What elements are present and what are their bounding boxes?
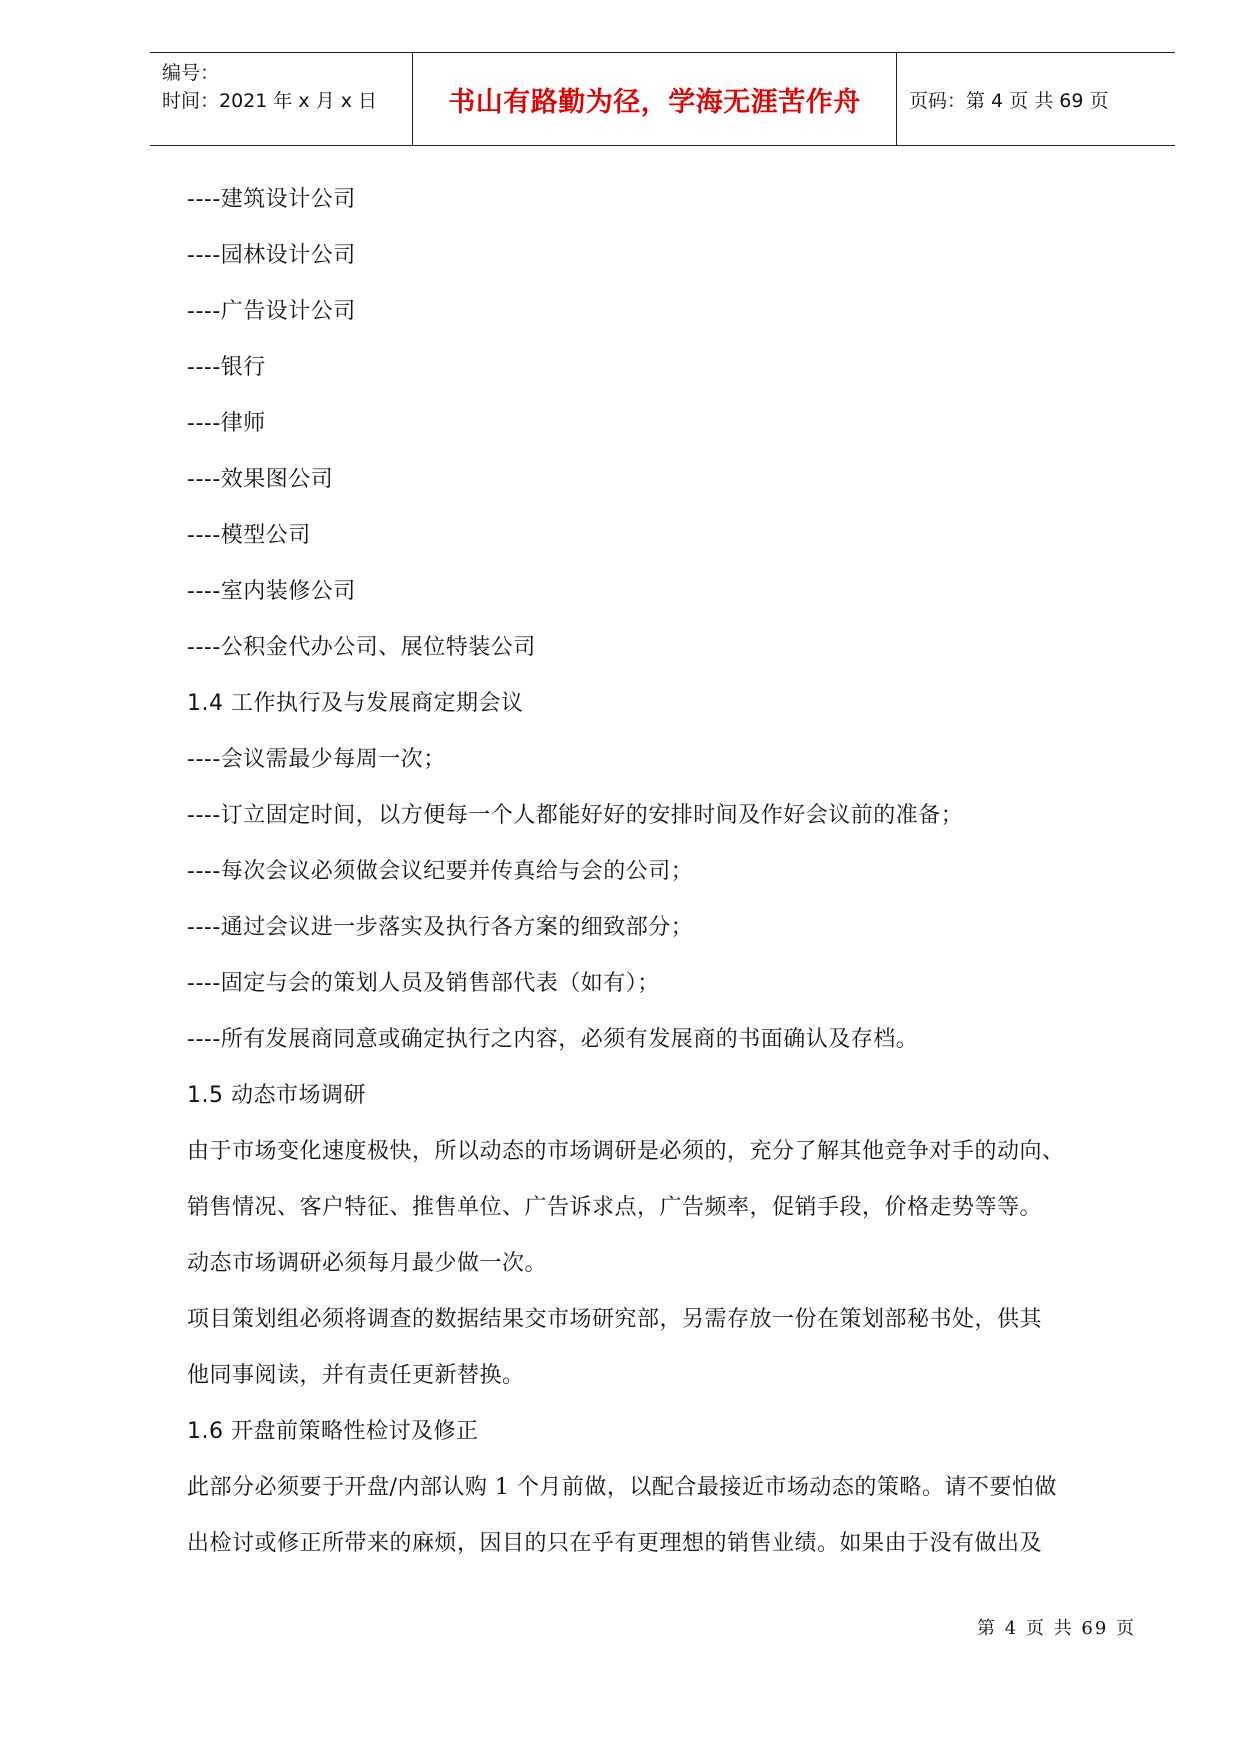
list-item: ----律师 — [187, 411, 266, 436]
list-item: ----室内装修公司 — [187, 579, 356, 604]
document-body — [187, 172, 1177, 1572]
paragraph-line: 项目策划组必须将调查的数据结果交市场研究部，另需存放一份在策划部秘书处，供其 — [187, 1307, 1043, 1332]
page-header — [150, 52, 1175, 146]
list-item: ----通过会议进一步落实及执行各方案的细致部分； — [187, 915, 694, 940]
header-meta — [150, 53, 413, 145]
list-item: ----所有发展商同意或确定执行之内容，必须有发展商的书面确认及存档。 — [187, 1027, 919, 1052]
header-page-info: 页码：第 4 页 共 69 页 — [909, 89, 1109, 112]
list-item: ----广告设计公司 — [187, 299, 356, 324]
list-item: ----建筑设计公司 — [187, 187, 356, 212]
list-item: ----效果图公司 — [187, 467, 334, 492]
paragraph-line: 销售情况、客户特征、推售单位、广告诉求点，广告频率，促销手段，价格走势等等。 — [187, 1195, 1043, 1220]
list-item: ----订立固定时间，以方便每一个人都能好好的安排时间及作好会议前的准备； — [187, 803, 964, 828]
list-item: ----模型公司 — [187, 523, 311, 548]
document-number-label: 编号： — [162, 62, 220, 84]
page-footer: 第 4 页 共 69 页 — [977, 1618, 1136, 1639]
list-item: ----银行 — [187, 355, 266, 380]
paragraph-line: 他同事阅读，并有责任更新替换。 — [187, 1363, 525, 1388]
list-item: ----会议需最少每周一次； — [187, 747, 446, 772]
list-item: ----公积金代办公司、展位特装公司 — [187, 635, 536, 660]
paragraph-line: 由于市场变化速度极快，所以动态的市场调研是必须的，充分了解其他竞争对手的动向、 — [187, 1139, 1065, 1164]
section-heading-1-6: 1.6 开盘前策略性检讨及修正 — [187, 1419, 479, 1444]
paragraph-line: 动态市场调研必须每月最少做一次。 — [187, 1251, 548, 1276]
document-time: 时间：2021 年 x 月 x 日 — [162, 90, 378, 112]
paragraph-line: 出检讨或修正所带来的麻烦，因目的只在乎有更理想的销售业绩。如果由于没有做出及 — [187, 1531, 1043, 1556]
section-heading-1-4: 1.4 工作执行及与发展商定期会议 — [187, 691, 524, 716]
list-item: ----固定与会的策划人员及销售部代表（如有）； — [187, 971, 660, 996]
list-item: ----园林设计公司 — [187, 243, 356, 268]
list-item: ----每次会议必须做会议纪要并传真给与会的公司； — [187, 859, 694, 884]
header-motto: 书山有路勤为径，学海无涯苦作舟 — [413, 53, 897, 145]
paragraph-line: 此部分必须要于开盘/内部认购 1 个月前做，以配合最接近市场动态的策略。请不要怕做 — [187, 1475, 1057, 1500]
section-heading-1-5: 1.5 动态市场调研 — [187, 1083, 367, 1108]
